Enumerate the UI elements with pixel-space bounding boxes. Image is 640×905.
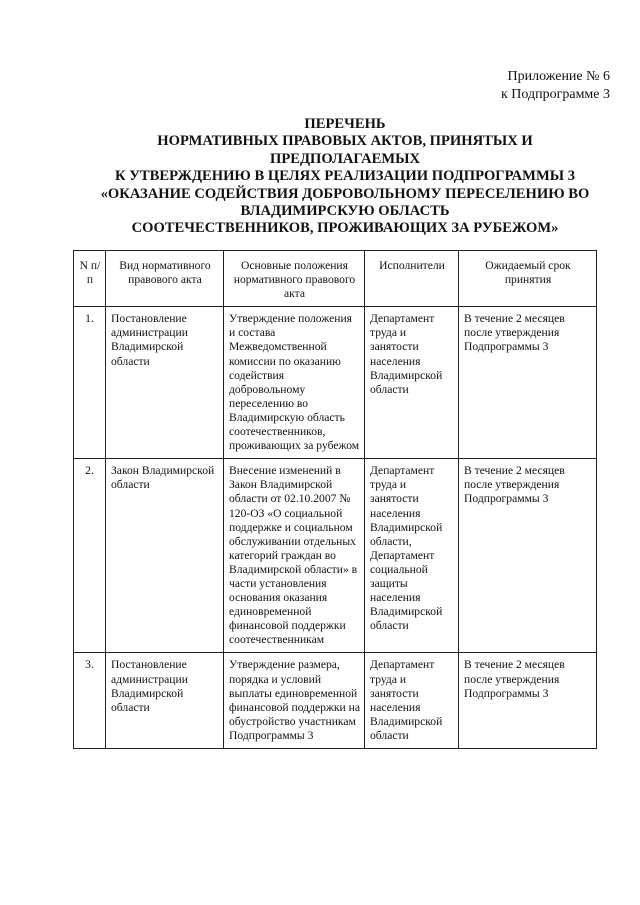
appendix-note [501,68,610,104]
header-executors: Исполнители [365,251,459,307]
header-provisions: Основные положения нормативного правового акта [224,251,365,307]
table-row [74,459,597,653]
appendix-line-2: к Подпрограмме 3 [500,87,610,102]
row-executors: Департамент труда и занятости населения Владимирской области, Департамент социальной защиты населения Владимирской области [365,459,459,653]
title-line: К УТВЕРЖДЕНИЮ В ЦЕЛЯХ РЕАЛИЗАЦИИ ПОДПРОГРАММЫ 3 [114,168,575,185]
table-row [74,307,597,459]
row-term: В течение 2 месяцев после утверждения Подпрограммы 3 [459,653,597,749]
row-provisions: Утверждение положения и состава Межведомственной комиссии по оказанию содействия добровольному переселению во Владимирскую область соотечественников, проживающих за рубежом [224,307,365,459]
row-executors: Департамент труда и занятости населения Владимирской области [365,307,459,459]
row-act-type: Постановление администрации Владимирской области [106,307,224,459]
row-number: 2. [74,459,106,653]
header-act-type: Вид нормативного правового акта [106,251,224,307]
row-provisions: Внесение изменений в Закон Владимирской области от 02.10.2007 № 120-ОЗ «О социальной поддержке и социальном обслуживании отдельных категорий граждан во Владимирской области» в части установления основания оказания единовременной финансовой поддержки соотечественникам [224,459,365,653]
title-line: ПЕРЕЧЕНЬ [304,116,386,132]
document-title [70,116,620,238]
row-term: В течение 2 месяцев после утверждения Подпрограммы 3 [459,459,597,653]
appendix-line-1: Приложение № 6 [507,69,610,84]
row-act-type: Постановление администрации Владимирской области [106,653,224,749]
row-executors: Департамент труда и занятости населения Владимирской области [365,653,459,749]
table-header-row [74,251,597,307]
title-line: «ОКАЗАНИЕ СОДЕЙСТВИЯ ДОБРОВОЛЬНОМУ ПЕРЕСЕЛЕНИЮ ВО [100,185,590,202]
title-line: НОРМАТИВНЫХ ПРАВОВЫХ АКТОВ, ПРИНЯТЫХ И [157,133,533,150]
title-line: ВЛАДИМИРСКУЮ ОБЛАСТЬ [240,203,450,220]
row-act-type: Закон Владимирской области [106,459,224,653]
row-number: 3. [74,653,106,749]
title-line: СООТЕЧЕСТВЕННИКОВ, ПРОЖИВАЮЩИХ ЗА РУБЕЖОМ» [131,220,559,237]
row-provisions: Утверждение размера, порядка и условий выплаты единовременной финансовой поддержки на обустройство участникам Подпрограммы 3 [224,653,365,749]
title-line: ПРЕДПОЛАГАЕМЫХ [269,150,421,167]
row-term: В течение 2 месяцев после утверждения Подпрограммы 3 [459,307,597,459]
header-term: Ожидаемый срок принятия [459,251,597,307]
row-number: 1. [74,307,106,459]
header-number: N п/п [74,251,106,307]
table-row [74,653,597,749]
acts-table [73,250,597,749]
